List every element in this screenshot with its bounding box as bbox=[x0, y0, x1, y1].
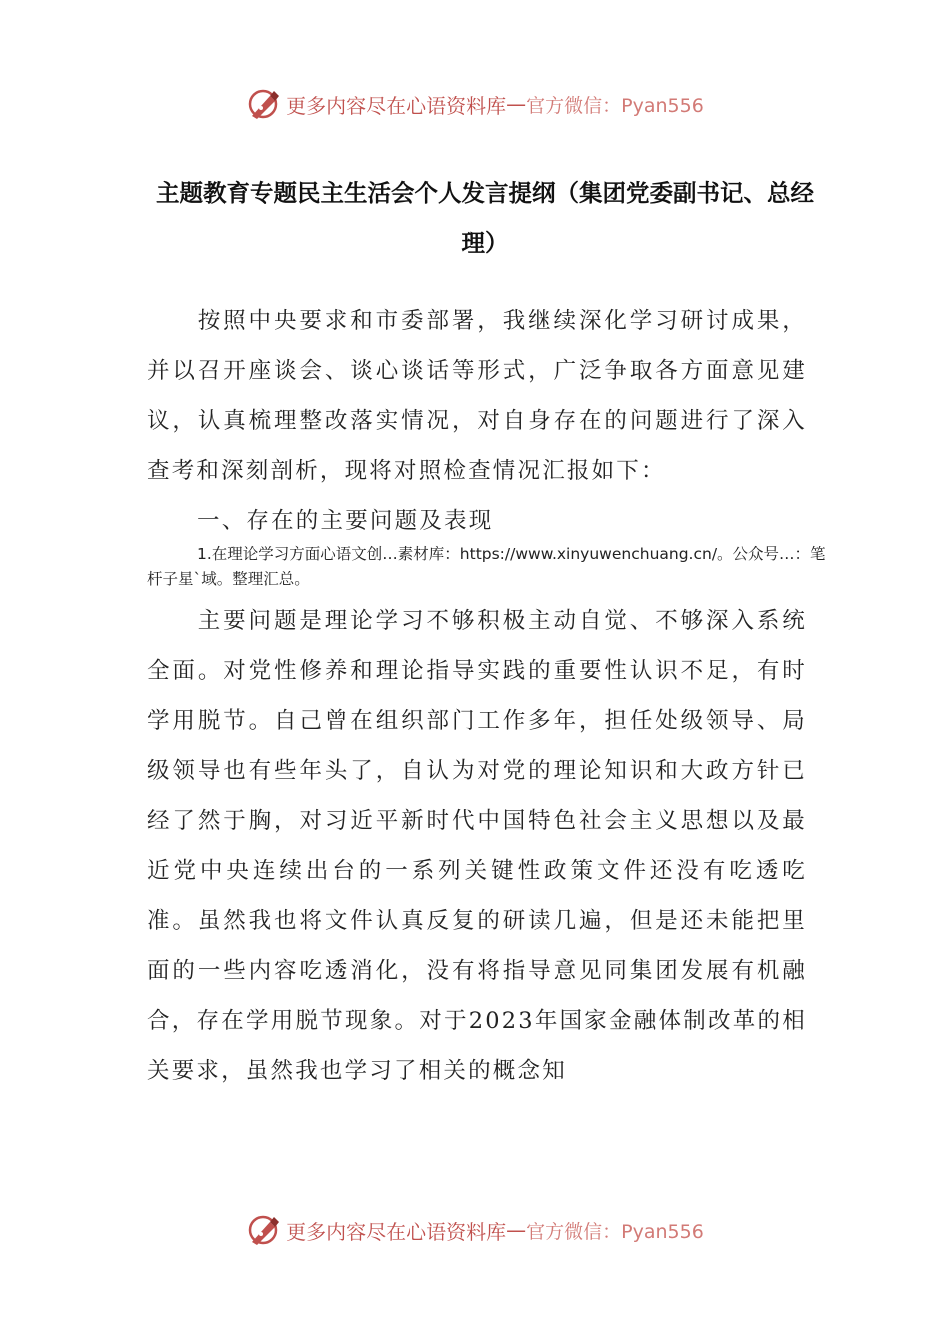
pen-nib-logo-icon bbox=[246, 1212, 282, 1248]
document-title: 主题教育专题民主生活会个人发言提纲（集团党委副书记、总经理） bbox=[156, 179, 814, 257]
paragraph-intro-text: 按照中央要求和市委部署，我继续深化学习研讨成果，并以召开座谈会、谈心谈话等形式，广泛争取各方面意见建议，认真梳理整改落实情况，对自身存在的问题进行了深入查考和深刻剖析，现将对照检查情况汇报如下： bbox=[147, 308, 807, 484]
paragraph-problem-text: 主要问题是理论学习不够积极主动自觉、不够深入系统全面。对党性修养和理论指导实践的重要性认识不足，有时学用脱节。自己曾在组织部门工作多年，担任处级领导、局级领导也有些年头了，自认为对党的理论知识和大政方针已经了然于胸，对习近平新时代中国特色社会主义思想以及最近党中央连续出台的一系列关键性政策文件还没有吃透吃准。虽然我也将文件认真反复的研读几遍，但是还未能把里面的一些内容吃透消化，没有将指导意见同集团发展有机融合，存在学用脱节现象。对于2023年国家金融体制改革的相关要求，虽然我也学习了相关的概念知 bbox=[147, 608, 807, 1084]
footer-banner bbox=[0, 1210, 950, 1250]
banner-separator: — bbox=[506, 1218, 527, 1242]
paragraph-problem bbox=[147, 596, 807, 1096]
header-banner bbox=[0, 84, 950, 124]
pen-nib-logo-icon bbox=[246, 86, 282, 122]
paragraph-intro bbox=[147, 296, 807, 496]
banner-separator: — bbox=[506, 92, 527, 116]
source-note bbox=[147, 542, 827, 592]
source-note-text: 1.在理论学习方面心语文创…素材库：https://www.xinyuwenchuang.cn/。公众号…：笔杆子星`域。整理汇总。 bbox=[147, 545, 826, 588]
banner-wechat-text: 官方微信：Pyan556 bbox=[526, 1220, 704, 1243]
banner-main-text: 更多内容尽在心语资料库 bbox=[286, 93, 507, 118]
section-heading bbox=[147, 496, 807, 546]
banner-main-text: 更多内容尽在心语资料库 bbox=[286, 1219, 507, 1244]
banner-wechat-text: 官方微信：Pyan556 bbox=[526, 94, 704, 117]
section-heading-text: 一、存在的主要问题及表现 bbox=[197, 508, 494, 534]
